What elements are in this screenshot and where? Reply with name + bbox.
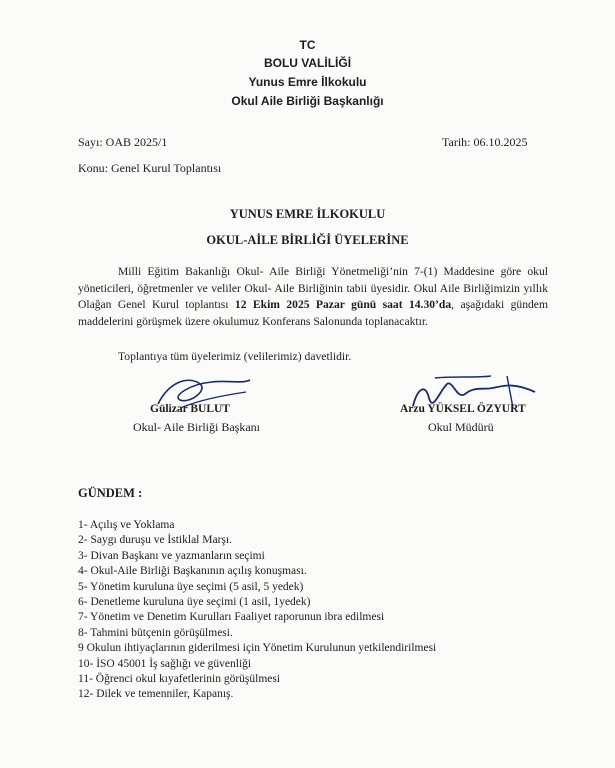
agenda-item: 7- Yönetim ve Denetim Kurulları Faaliyet raporunun ibra edilmesi	[78, 611, 385, 624]
agenda-item: 12- Dilek ve temenniler, Kapanış.	[78, 688, 234, 701]
header-association: Okul Aile Birliği Başkanlığı	[231, 94, 384, 108]
agenda-item: 5- Yönetim kuruluna üye seçimi (5 asil, 5 yedek)	[78, 580, 304, 593]
header-tc: TC	[299, 38, 316, 52]
agenda-item: 4- Okul-Aile Birliği Başkanının açılış konuşması.	[78, 565, 307, 578]
addressee-school: YUNUS EMRE İLKOKULU	[229, 207, 386, 221]
agenda-item: 3- Divan Başkanı ve yazmanların seçimi	[78, 549, 265, 562]
agenda-item: 1- Açılış ve Yoklama	[78, 519, 175, 531]
agenda-heading: GÜNDEM :	[78, 486, 143, 500]
agenda-item: 11- Öğrenci okul kıyafetlerinin görüşülmesi	[78, 673, 281, 686]
right-signatory-title: Okul Müdürü	[428, 420, 494, 434]
agenda-item: 9 Okulun ihtiyaçlarının giderilmesi için Yönetim Kurulunun yetkilendirilmesi	[78, 642, 437, 655]
meeting-datetime: 12 Ekim 2025 Pazar günü saat 14.30’da	[234, 298, 452, 311]
header-school: Yunus Emre İlkokulu	[248, 75, 367, 89]
left-signatory-name: Gülizar BULUT	[150, 403, 230, 415]
agenda-item: 8- Tahmini bütçenin görüşülmesi.	[78, 626, 233, 639]
invitation-paragraph: Toplantıya tüm üyelerimiz (velilerimiz) davetlidir.	[118, 350, 352, 363]
body-paragraph	[78, 264, 548, 330]
reference-number: Sayı: OAB 2025/1	[78, 135, 168, 149]
subject-line: Konu: Genel Kurul Toplantısı	[78, 161, 222, 175]
document-date: Tarih: 06.10.2025	[442, 135, 528, 149]
right-signatory-name: Arzu YÜKSEL ÖZYURT	[400, 403, 526, 415]
addressee-members: OKUL-AİLE BİRLİĞİ ÜYELERİNE	[206, 233, 409, 247]
left-signatory-title: Okul- Aile Birliği Başkanı	[133, 420, 260, 434]
body-text-part2: , aşağıdaki gündem maddelerini görüşmek üzere okulumuz Konferans Salonunda toplanacaktır.	[78, 298, 548, 328]
agenda-item: 2- Saygı duruşu ve İstiklal Marşı.	[78, 534, 232, 547]
header-governorship: BOLU VALİLİĞİ	[263, 56, 352, 70]
body-text-part1: Milli Eğitim Bakanlığı Okul- Aile Birliği Yönetmeliği’nin 7-(1) Maddesine göre okul yöneticileri, öğretmenler ve veliler Okul- Aile Birliğinin tabii üyesidir. Okul Aile Birliğimizin yıllık Olağan Genel Kurul toplantısı	[78, 265, 548, 311]
agenda-item: 10- İSO 45001 İş sağlığı ve güvenliği	[78, 657, 252, 670]
agenda-list	[78, 518, 436, 703]
agenda-item: 6- Denetleme kuruluna üye seçimi (1 asil, 1yedek)	[78, 596, 311, 609]
